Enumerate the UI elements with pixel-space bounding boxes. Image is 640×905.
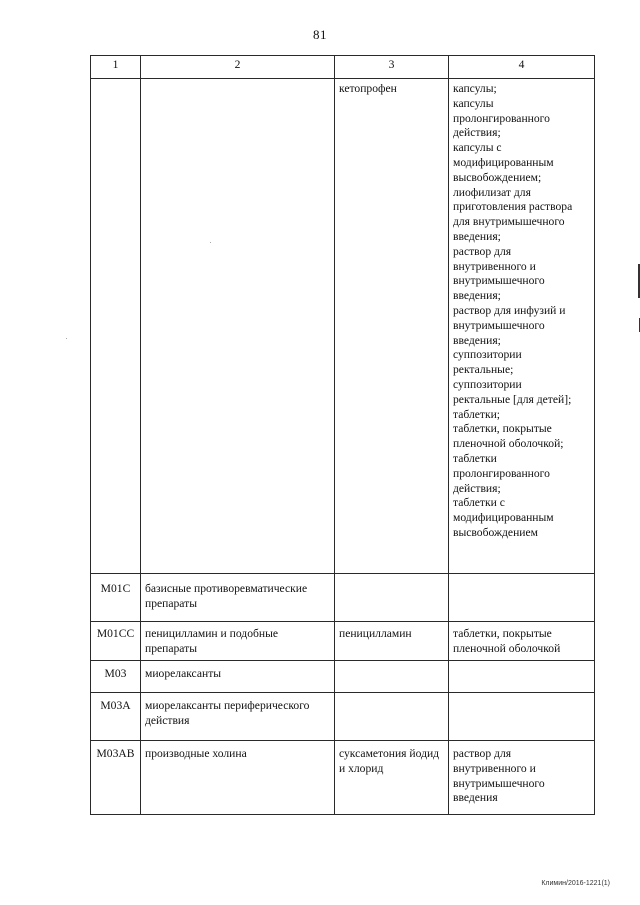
dosage-form-line: раствор для bbox=[453, 747, 512, 760]
table-row bbox=[91, 693, 595, 741]
inn-name: кетопрофен bbox=[335, 79, 449, 574]
dosage-form-line: ректальные; bbox=[453, 363, 514, 377]
dosage-form-line: пленочной оболочкой; bbox=[453, 437, 564, 451]
group-name: миорелаксанты периферического действия bbox=[141, 693, 335, 741]
inn-name bbox=[335, 693, 449, 741]
dosage-forms bbox=[449, 661, 595, 693]
dosage-form-line: таблетки bbox=[453, 451, 497, 465]
dosage-form-line: внутримышечного bbox=[453, 318, 545, 332]
dosage-forms bbox=[449, 741, 595, 815]
dosage-form-line: внутримышечного bbox=[453, 274, 545, 288]
dosage-form-line: модифицированным bbox=[453, 155, 554, 169]
table-row bbox=[91, 574, 595, 622]
dosage-form-line: внутримышечного bbox=[453, 776, 545, 790]
page-number: 81 bbox=[313, 27, 327, 42]
dosage-form-line: введения; bbox=[453, 229, 501, 243]
dosage-form-line: внутривенного и bbox=[453, 761, 536, 775]
drug-table bbox=[90, 55, 595, 815]
header-row bbox=[91, 56, 595, 79]
header-col-2: 2 bbox=[141, 56, 335, 79]
header-col-4: 4 bbox=[449, 56, 595, 79]
dosage-form-line: для внутримышечного bbox=[453, 215, 565, 229]
atc-code: M03A bbox=[91, 693, 141, 741]
dosage-forms bbox=[449, 622, 595, 661]
dosage-forms bbox=[449, 79, 595, 574]
inn-name bbox=[335, 661, 449, 693]
dosage-form-line: таблетки, покрытые bbox=[453, 422, 552, 436]
dosage-form-line: пролонгированного bbox=[453, 466, 550, 480]
table-row bbox=[91, 661, 595, 693]
scan-speck bbox=[66, 338, 67, 339]
dosage-form-line: раствор для bbox=[453, 244, 512, 258]
dosage-form-line: пролонгированного bbox=[453, 111, 550, 125]
table-row bbox=[91, 79, 595, 574]
dosage-form-line: действия; bbox=[453, 126, 501, 140]
dosage-form-line: таблетки с bbox=[453, 496, 505, 510]
atc-code: M03AB bbox=[91, 741, 141, 815]
dosage-form-line: суппозитории bbox=[453, 348, 522, 362]
scan-speck bbox=[210, 242, 211, 243]
dosage-form-line: введения; bbox=[453, 289, 501, 303]
dosage-form-line: ректальные [для детей]; bbox=[453, 392, 572, 406]
group-name: производные холина bbox=[141, 741, 335, 815]
dosage-form-line: капсулы; bbox=[453, 82, 497, 95]
dosage-form-line: раствор для инфузий и bbox=[453, 303, 566, 317]
atc-code: M03 bbox=[91, 661, 141, 693]
dosage-form-line: таблетки, покрытые bbox=[453, 627, 552, 640]
dosage-form-line: пленочной оболочкой bbox=[453, 641, 561, 655]
dosage-form-line: действия; bbox=[453, 481, 501, 495]
table-row bbox=[91, 741, 595, 815]
dosage-form-line: приготовления раствора bbox=[453, 200, 573, 214]
inn-name: пеницилламин bbox=[335, 622, 449, 661]
group-name: базисные противоревматические препараты bbox=[141, 574, 335, 622]
header-col-1: 1 bbox=[91, 56, 141, 79]
dosage-form-line: капсулы с bbox=[453, 141, 502, 155]
header-col-3: 3 bbox=[335, 56, 449, 79]
dosage-form-line: высвобождением bbox=[453, 525, 538, 539]
inn-name: суксаметония йодид и хлорид bbox=[335, 741, 449, 815]
inn-name bbox=[335, 574, 449, 622]
group-name: пеницилламин и подобные препараты bbox=[141, 622, 335, 661]
dosage-form-line: модифицированным bbox=[453, 511, 554, 525]
dosage-form-line: введения; bbox=[453, 333, 501, 347]
atc-code: M01C bbox=[91, 574, 141, 622]
dosage-form-line: внутривенного и bbox=[453, 259, 536, 273]
dosage-form-line: лиофилизат для bbox=[453, 185, 531, 199]
group-name bbox=[141, 79, 335, 574]
dosage-form-line: введения bbox=[453, 791, 498, 805]
dosage-form-line: высвобождением; bbox=[453, 170, 542, 184]
atc-code bbox=[91, 79, 141, 574]
dosage-forms bbox=[449, 693, 595, 741]
dosage-form-line: капсулы bbox=[453, 96, 494, 110]
dosage-form-line: таблетки; bbox=[453, 407, 501, 421]
table-row bbox=[91, 622, 595, 661]
dosage-form-line: суппозитории bbox=[453, 377, 522, 391]
atc-code: M01CC bbox=[91, 622, 141, 661]
dosage-forms bbox=[449, 574, 595, 622]
group-name: миорелаксанты bbox=[141, 661, 335, 693]
document-stamp: Климин/2016-1221(1) bbox=[541, 880, 610, 887]
